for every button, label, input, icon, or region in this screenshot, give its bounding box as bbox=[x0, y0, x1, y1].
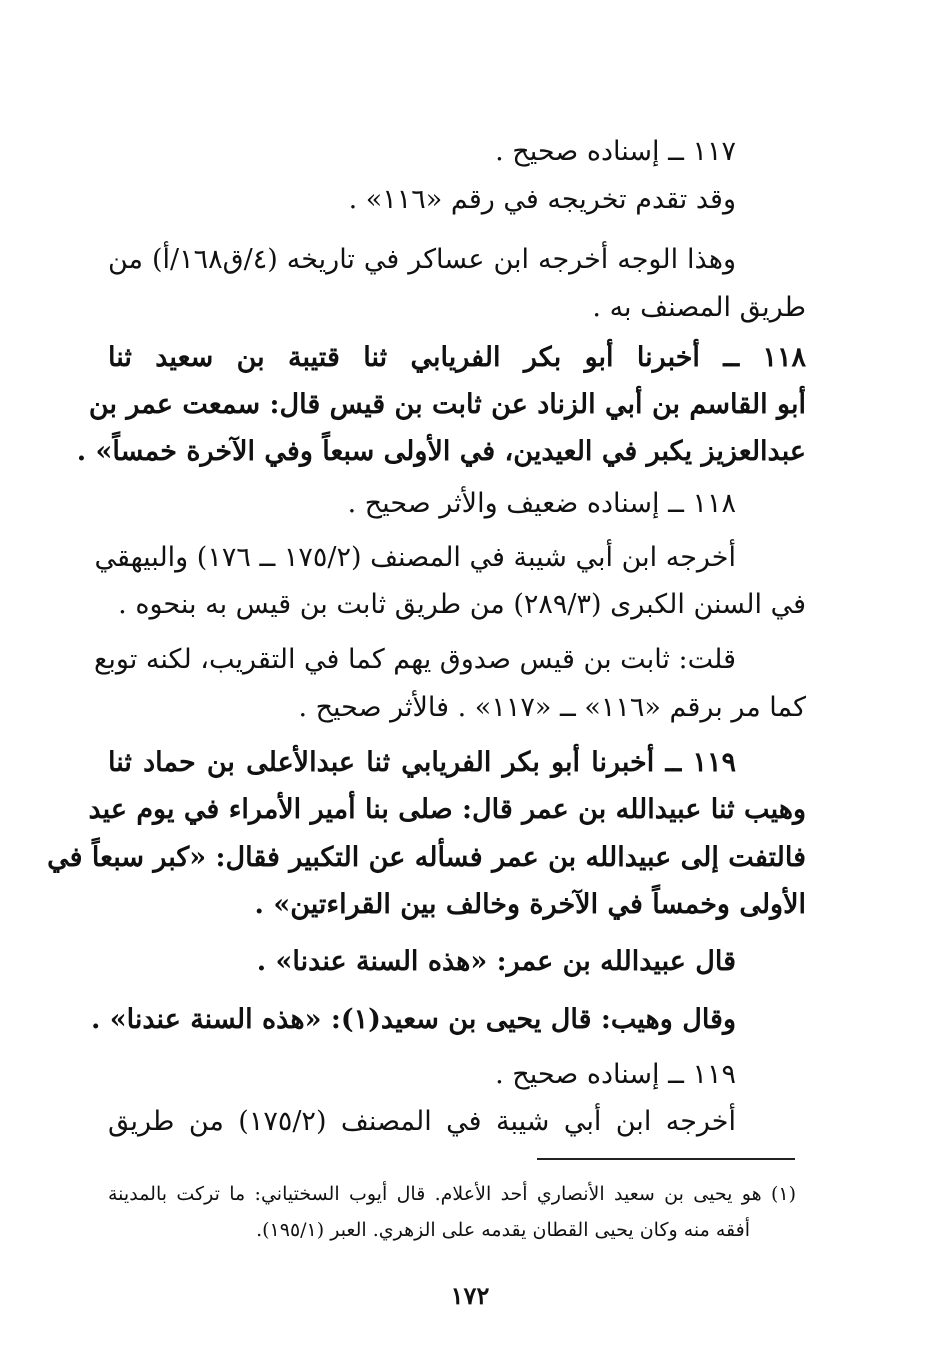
narration-119-line-1: ١١٩ ــ أخبرنا أبو بكر الفريابي ثنا عبدالأعلى بن حماد ثنا bbox=[108, 747, 736, 778]
paragraph-117-line-1: وهذا الوجه أخرجه ابن عساكر في تاريخه (٤/ق١٦٨/أ) من bbox=[108, 244, 737, 275]
statement-119-wuhaib: وقال وهيب: قال يحيى بن سعيد(١): «هذه السنة عندنا» . bbox=[90, 1004, 736, 1035]
narration-119-line-4: الأولى وخمساً في الآخرة وخالف بين القراءتين» . bbox=[254, 889, 806, 920]
narration-119-line-2: وهيب ثنا عبيدالله بن عمر قال: صلى بنا أمير الأمراء في يوم عيد bbox=[88, 794, 806, 825]
note-118-line-2: كما مر برقم «١١٦» ــ «١١٧» . فالأثر صحيح . bbox=[298, 692, 806, 723]
narration-118-line-2: أبو القاسم بن أبي الزناد عن ثابت بن قيس قال: سمعت عمر بن bbox=[88, 389, 806, 420]
page-number: ١٧٢ bbox=[450, 1281, 490, 1310]
footnote-line-1: (١) هو يحيى بن سعيد الأنصاري أحد الأعلام. قال أيوب السختياني: ما تركت بالمدينة bbox=[108, 1183, 796, 1205]
commentary-117-line: وقد تقدم تخريجه في رقم «١١٦» . bbox=[348, 184, 736, 215]
commentary-118-line-2: في السنن الكبرى (٢٨٩/٣) من طريق ثابت بن قيس به بنحوه . bbox=[118, 589, 806, 620]
note-118-line-1: قلت: ثابت بن قيس صدوق يهم كما في التقريب، لكنه توبع bbox=[94, 644, 736, 675]
paragraph-117-line-2: طريق المصنف به . bbox=[592, 292, 806, 323]
footnote-line-2: أفقه منه وكان يحيى القطان يقدمه على الزهري. العبر (١٩٥/١). bbox=[256, 1219, 750, 1241]
footnote-separator bbox=[537, 1158, 795, 1160]
narration-118-line-1: ١١٨ ــ أخبرنا أبو بكر الفريابي ثنا قتيبة بن سعيد ثنا bbox=[108, 342, 806, 373]
narration-118-line-3: عبدالعزيز يكبر في العيدين، في الأولى سبعاً وفي الآخرة خمساً» . bbox=[76, 436, 806, 467]
commentary-117-heading: ١١٧ ــ إسناده صحيح . bbox=[495, 136, 736, 167]
commentary-119-heading: ١١٩ ــ إسناده صحيح . bbox=[495, 1059, 736, 1090]
narration-119-line-3: فالتفت إلى عبيدالله بن عمر فسأله عن التكبير فقال: «كبر سبعاً في bbox=[47, 842, 806, 873]
statement-119-ubaidullah: قال عبيدالله بن عمر: «هذه السنة عندنا» . bbox=[256, 946, 736, 977]
commentary-118-heading: ١١٨ ــ إسناده ضعيف والأثر صحيح . bbox=[347, 488, 736, 519]
commentary-118-line-1: أخرجه ابن أبي شيبة في المصنف (١٧٥/٢ ــ ١٧٦) والبيهقي bbox=[94, 542, 736, 573]
commentary-119-line-1: أخرجه ابن أبي شيبة في المصنف (١٧٥/٢) من طريق bbox=[108, 1106, 737, 1137]
